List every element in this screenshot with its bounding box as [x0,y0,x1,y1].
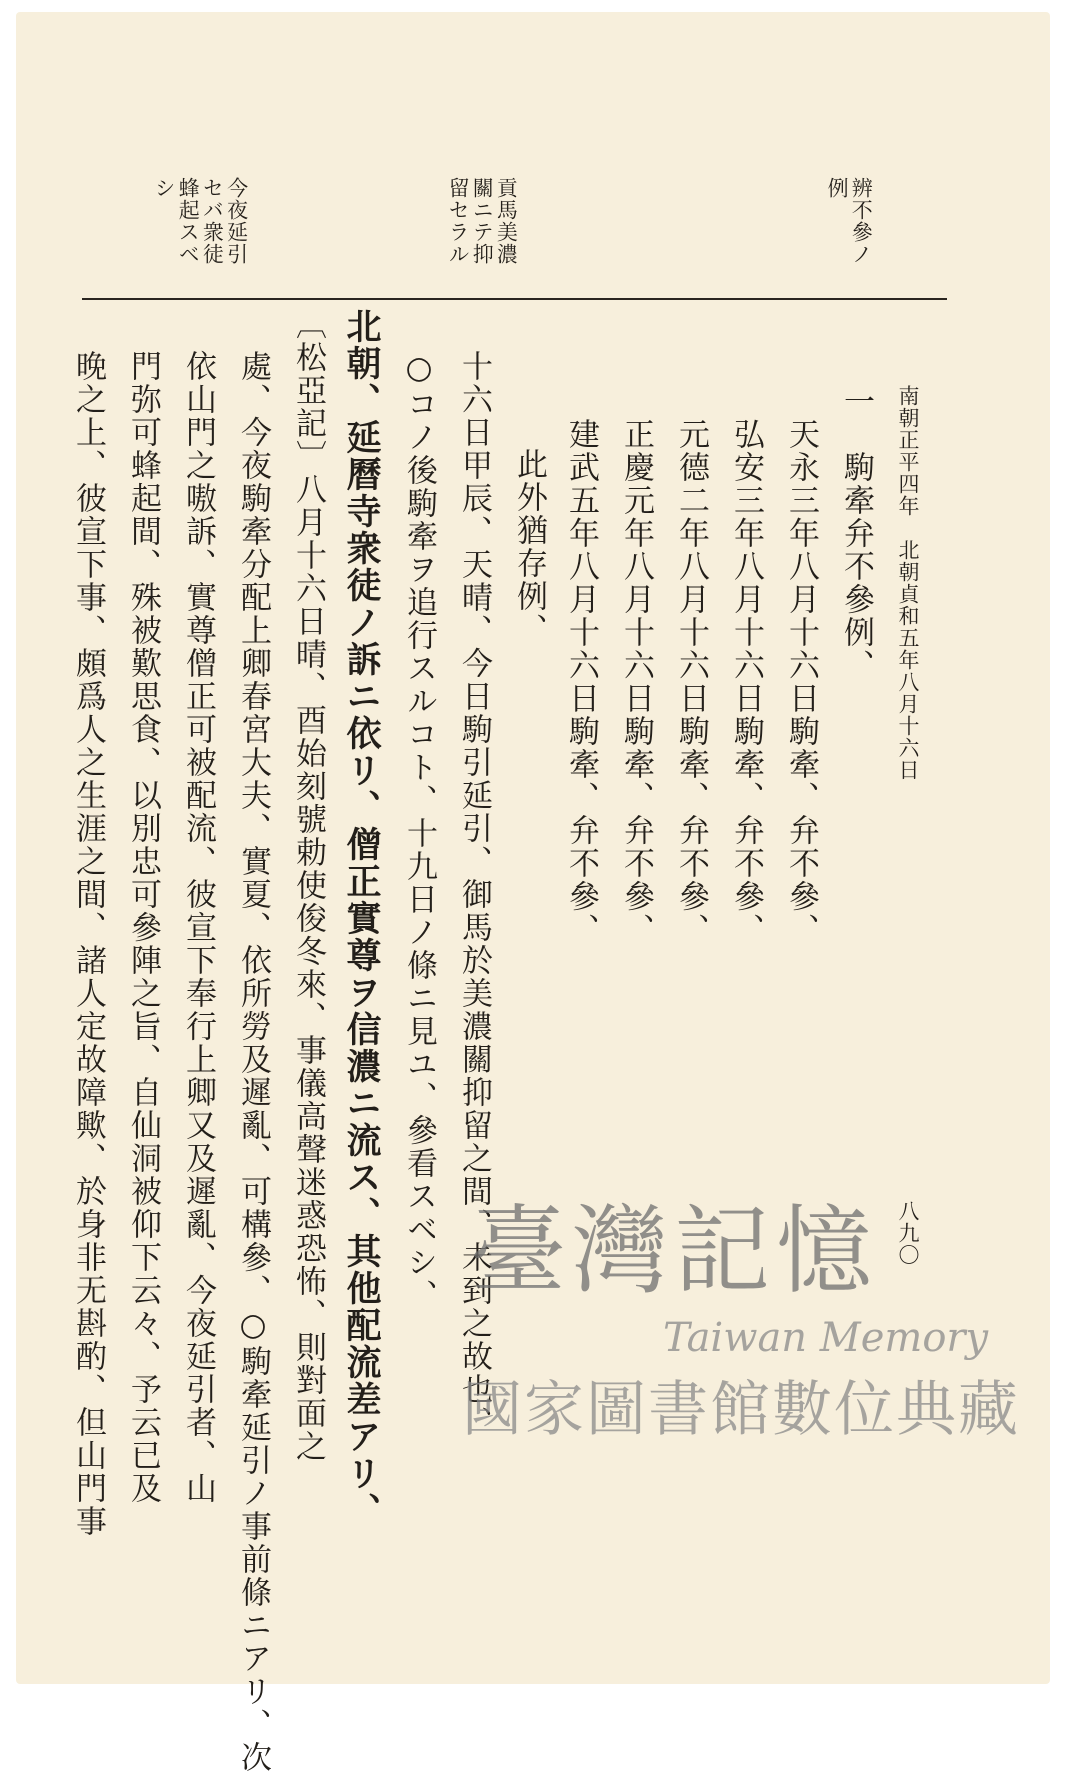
text-column-8: 十六日甲辰、天晴、今日駒引延引、御馬於美濃關抑留之間、未到之故也、 [456,350,492,1439]
text-column-11: 〔松亞記〕八月十六日晴、酉始刻號勅使俊冬來、事儀高聲迷惑恐怖、則對面之 [290,308,326,1463]
watermark-logo: 臺灣記憶 [470,1195,878,1307]
watermark-english: Taiwan Memory [663,1315,989,1361]
watermark-institution: 國家圖書館數位典藏 [462,1375,1020,1445]
text-column-14: 門弥可蜂起間、殊被歎思食、以別忠可參陣之旨、自仙洞被仰下云々、予云已及 [125,350,161,1505]
text-column-1: 一 駒牽弁不參例、 [838,385,874,682]
text-column-4: 元德二年八月十六日駒牽、弁不參、 [673,418,709,946]
text-column-2: 天永三年八月十六日駒牽、弁不參、 [783,418,819,946]
text-column-13: 依山門之嗷訴、實尊僧正可被配流、彼宣下奉行上卿又及遲亂、今夜延引者、山 [180,350,216,1505]
marginal-note-1: 辨不參ノ 例 [825,177,874,265]
margin-rule [82,298,947,300]
running-title: 南朝正平四年 北朝貞和五年八月十六日 [896,385,920,781]
marginal-note-3: 今夜延引 セバ衆徒 蜂起スベ シ [152,177,249,265]
text-column-5: 正慶元年八月十六日駒牽、弁不參、 [618,418,654,946]
text-column-9: ○コノ後駒牽ヲ追行スルコト、十九日ノ條ニ見ユ、參看スベシ、 [401,350,437,1312]
text-column-15: 晚之上、彼宣下事、頗爲人之生涯之間、諸人定故障歟、於身非无斟酌、但山門事 [70,350,106,1538]
section-heading: 北朝、延曆寺衆徒ノ訴ニ依リ、僧正實尊ヲ信濃ニ流ス、其他配流差アリ、 [341,308,382,1529]
marginal-note-2: 貢馬美濃 關ニテ抑 留セラル [446,177,519,265]
text-column-6: 建武五年八月十六日駒牽、弁不參、 [563,418,599,946]
text-column-3: 弘安三年八月十六日駒牽、弁不參、 [728,418,764,946]
text-column-7: 此外猶存例、 [511,448,547,646]
page-number: 八九〇 [896,1200,920,1266]
text-column-12: 處、今夜駒牽分配上卿春宮大夫、實夏、依所勞及遲亂、可構參、○駒牽延引ノ事前條ニアリ、次 [235,350,271,1774]
